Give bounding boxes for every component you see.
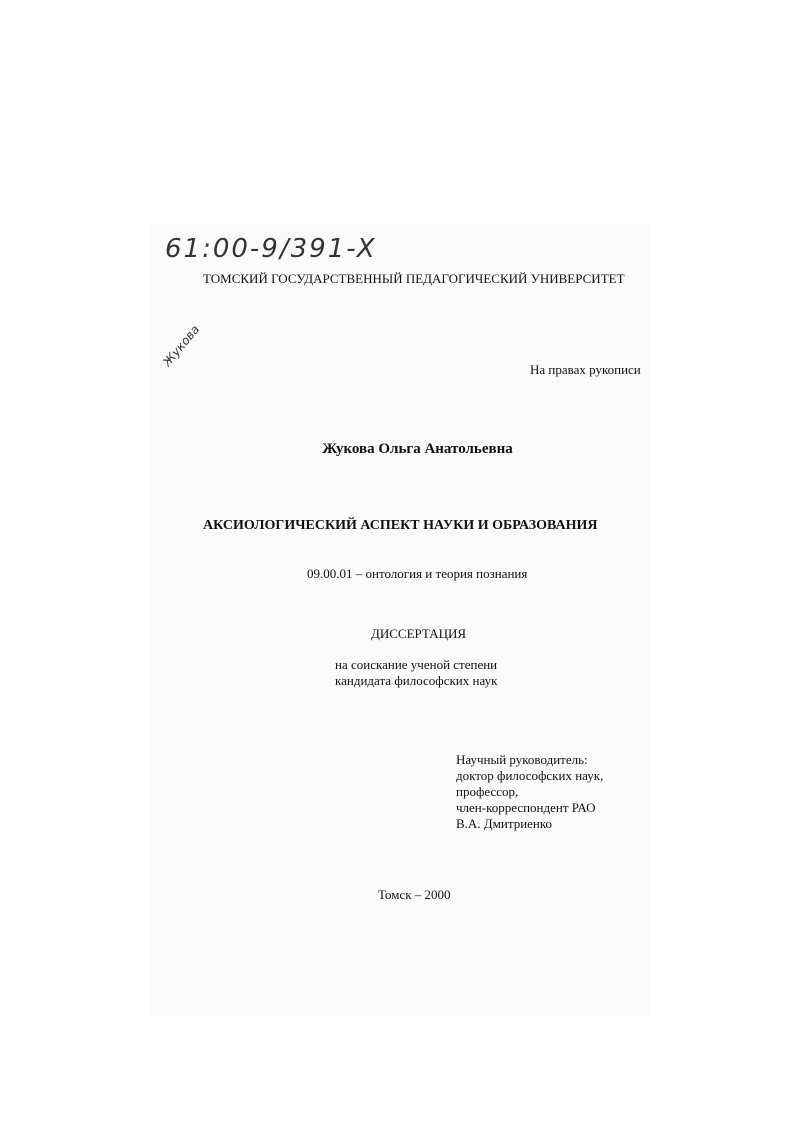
manuscript-rights: На правах рукописи [530, 362, 641, 377]
author-name: Жукова Ольга Анатольевна [322, 441, 513, 457]
supervisor-degree: доктор философских наук, [456, 768, 604, 783]
degree-line-1: на соискание ученой степени [335, 657, 498, 672]
handwritten-catalog-code: 61:00-9/391-X [165, 234, 377, 264]
supervisor-title: профессор, [456, 784, 519, 799]
handwritten-note: Жукова [160, 322, 203, 369]
supervisor-membership: член-корреспондент РАО [456, 800, 596, 815]
supervisor-name: В.А. Дмитриенко [456, 816, 553, 831]
work-type: ДИССЕРТАЦИЯ [371, 626, 467, 641]
specialty: 09.00.01 – онтология и теория познания [307, 566, 528, 581]
university-name: ТОМСКИЙ ГОСУДАРСТВЕННЫЙ ПЕДАГОГИЧЕСКИЙ УНИВЕРСИТЕТ [203, 271, 625, 286]
city-year: Томск – 2000 [378, 887, 451, 902]
degree-line-2: кандидата философских наук [335, 673, 498, 688]
dissertation-title: АКСИОЛОГИЧЕСКИЙ АСПЕКТ НАУКИ И ОБРАЗОВАНИЯ [203, 518, 598, 533]
supervisor-label: Научный руководитель: [456, 752, 588, 767]
